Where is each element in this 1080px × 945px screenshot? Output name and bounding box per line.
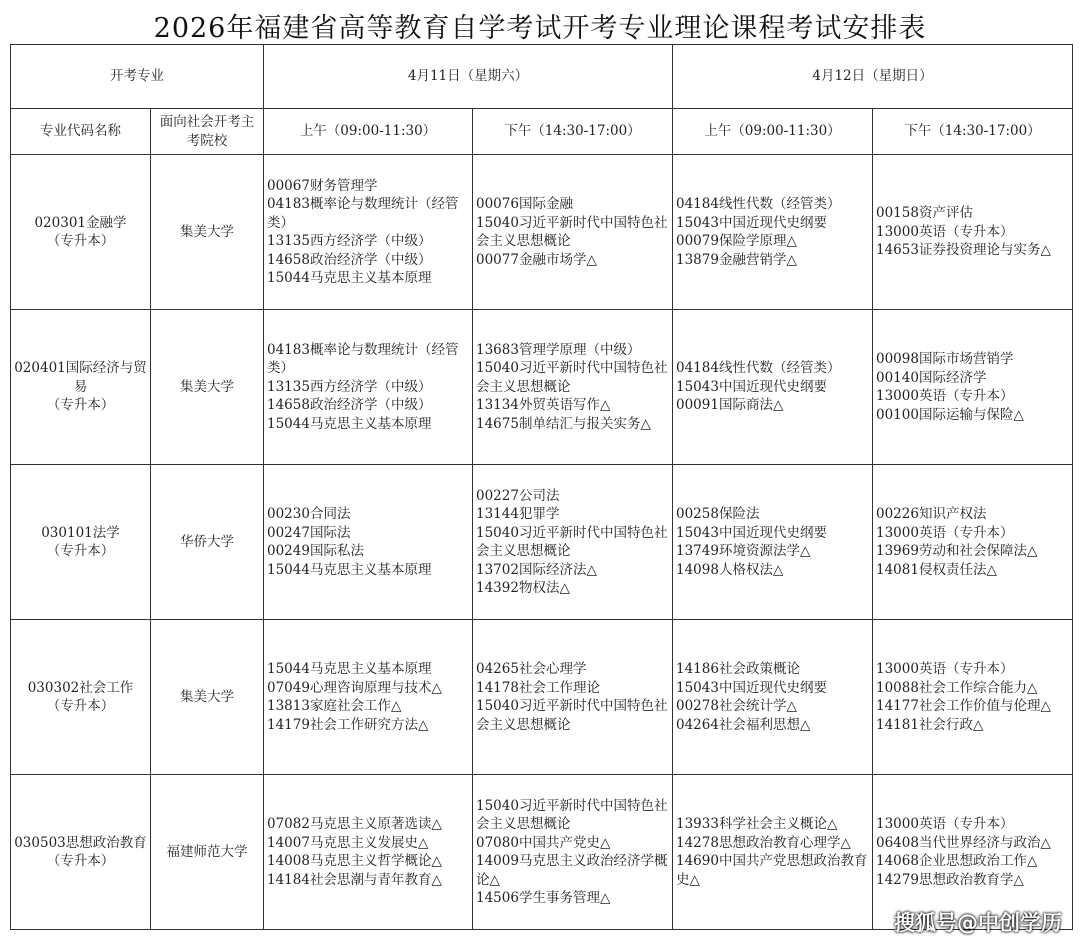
course-item: 15043中国近现代史纲要: [676, 378, 827, 395]
course-item: 15044马克思主义基本原理: [267, 561, 432, 578]
course-item: 14068企业思想政治工作△: [876, 853, 1038, 869]
course-item: 00079保险学原理△: [676, 233, 797, 249]
course-item: 00226知识产权法: [876, 506, 987, 522]
day1-am-cell: [264, 775, 473, 930]
day1-pm-cell: [473, 620, 673, 775]
course-item: 04183概率论与数理统计（经管类）: [267, 341, 459, 377]
course-item: 13135西方经济学（中级）: [267, 233, 432, 249]
major-cell: [11, 620, 151, 775]
cell-text: 030101法学: [41, 524, 120, 541]
course-item: 15043中国近现代史纲要: [676, 524, 827, 541]
day2-am-cell: [673, 155, 873, 310]
table-row: [11, 465, 1073, 620]
course-item: 15044马克思主义基本原理: [267, 661, 432, 677]
day1-pm-cell: [473, 310, 673, 465]
course-item: 00227公司法: [476, 487, 560, 504]
table-row: [11, 310, 1073, 465]
school-cell: [151, 775, 264, 930]
day2-am-cell: [673, 775, 873, 930]
course-item: 14178社会工作理论: [476, 679, 600, 696]
course-item: 06408当代世界经济与政治△: [876, 834, 1051, 851]
course-item: 13000英语（专升本）: [876, 223, 1014, 240]
course-item: 13933科学社会主义概论△: [676, 816, 838, 832]
course-item: 07082马克思主义原著选读△: [267, 816, 442, 832]
course-item: 00098国际市场营销学: [876, 351, 1014, 367]
course-item: 14179社会工作研究方法△: [267, 716, 429, 733]
course-item: 13144犯罪学: [476, 506, 560, 522]
day1-am-cell: [264, 310, 473, 465]
course-item: 00249国际私法: [267, 543, 364, 559]
course-item: 14653证券投资理论与实务△: [876, 242, 1051, 259]
course-item: 13000英语（专升本）: [876, 524, 1014, 541]
header-day2: 4月12日（星期日）: [673, 45, 1073, 109]
course-item: 04184线性代数（经管类）: [676, 196, 841, 212]
course-item: 07049心理咨询原理与技术△: [267, 679, 442, 696]
course-item: 14098人格权法△: [676, 561, 784, 578]
header-code-name: 专业代码名称: [11, 109, 151, 155]
cell-text: （专升本）: [46, 698, 115, 714]
course-item: 13134外贸英语写作△: [476, 397, 611, 414]
course-item: 15044马克思主义基本原理: [267, 270, 432, 286]
day1-pm-cell: [473, 155, 673, 310]
course-item: 07080中国共产党史△: [476, 834, 611, 851]
course-item: 04264社会福利思想△: [676, 716, 811, 733]
schedule-table: [10, 44, 1073, 930]
course-item: 14181社会行政△: [876, 716, 984, 733]
course-item: 14675制单结汇与报关实务△: [476, 415, 651, 432]
cell-text: 020401国际经济与贸易: [14, 360, 147, 395]
day2-pm-cell: [873, 155, 1073, 310]
header-day2-pm: 下午（14:30-17:00）: [873, 109, 1073, 155]
course-item: 15040习近平新时代中国特色社会主义思想概论: [476, 360, 668, 395]
course-item: 00278社会统计学△: [676, 698, 797, 714]
course-item: 14177社会工作价值与伦理△: [876, 698, 1051, 714]
course-item: 00077金融市场学△: [476, 251, 597, 268]
course-item: 00140国际经济学: [876, 369, 987, 386]
header-school: 面向社会开考主考院校: [151, 109, 264, 155]
course-item: 13683管理学原理（中级）: [476, 341, 641, 358]
school-cell: [151, 155, 264, 310]
header-day1-pm: 下午（14:30-17:00）: [473, 109, 673, 155]
major-cell: [11, 310, 151, 465]
major-cell: [11, 465, 151, 620]
course-item: 14506学生事务管理△: [476, 890, 611, 906]
header-day1: 4月11日（星期六）: [264, 45, 673, 109]
cell-text: （专升本）: [46, 233, 115, 249]
table-row: [11, 155, 1073, 310]
day1-am-cell: [264, 155, 473, 310]
day2-pm-cell: [873, 620, 1073, 775]
cell-text: 集美大学: [180, 688, 234, 705]
course-item: 15040习近平新时代中国特色社会主义思想概论: [476, 214, 668, 249]
course-item: 15040习近平新时代中国特色社会主义思想概论: [476, 698, 668, 733]
watermark: 搜狐号@中创学历: [894, 911, 1062, 935]
header-day1-am: 上午（09:00-11:30）: [264, 109, 473, 155]
school-cell: [151, 465, 264, 620]
cell-text: 集美大学: [180, 378, 234, 395]
course-item: 14186社会政策概论: [676, 661, 800, 677]
course-item: 04184线性代数（经管类）: [676, 360, 841, 377]
course-item: 14007马克思主义发展史△: [267, 834, 429, 851]
course-item: 10088社会工作综合能力△: [876, 679, 1038, 696]
cell-text: 020301金融学: [34, 214, 127, 231]
school-cell: [151, 310, 264, 465]
cell-text: （专升本）: [46, 397, 115, 414]
header-day2-am: 上午（09:00-11:30）: [673, 109, 873, 155]
course-item: 13000英语（专升本）: [876, 388, 1014, 404]
course-item: 15043中国近现代史纲要: [676, 679, 827, 696]
day2-am-cell: [673, 465, 873, 620]
course-item: 14658政治经济学（中级）: [267, 397, 432, 414]
day2-pm-cell: [873, 310, 1073, 465]
course-item: 00158资产评估: [876, 205, 973, 222]
course-item: 15043中国近现代史纲要: [676, 214, 827, 231]
cell-text: （专升本）: [46, 853, 115, 869]
course-item: 13969劳动和社会保障法△: [876, 543, 1038, 559]
course-item: 14278思想政治教育心理学△: [676, 834, 851, 851]
course-item: 13135西方经济学（中级）: [267, 378, 432, 395]
day1-pm-cell: [473, 775, 673, 930]
course-item: 00076国际金融: [476, 196, 573, 212]
course-item: 13000英语（专升本）: [876, 816, 1014, 832]
course-item: 15040习近平新时代中国特色社会主义思想概论: [476, 797, 668, 832]
header-major: 开考专业: [11, 45, 264, 109]
course-item: 14690中国共产党思想政治教育史△: [676, 853, 868, 888]
course-item: 14184社会思潮与青年教育△: [267, 871, 442, 888]
course-item: 13000英语（专升本）: [876, 661, 1014, 677]
course-item: 13879金融营销学△: [676, 251, 797, 268]
major-cell: [11, 775, 151, 930]
course-item: 00258保险法: [676, 506, 760, 522]
day2-pm-cell: [873, 465, 1073, 620]
cell-text: 030503思想政治教育: [14, 834, 147, 851]
course-item: 14009马克思主义政治经济学概论△: [476, 853, 668, 888]
school-cell: [151, 620, 264, 775]
course-item: 00091国际商法△: [676, 397, 784, 414]
cell-text: 集美大学: [180, 223, 234, 240]
cell-text: 030302社会工作: [27, 679, 134, 696]
course-item: 15044马克思主义基本原理: [267, 415, 432, 432]
cell-text: 福建师范大学: [166, 843, 248, 860]
page-title: 2026年福建省高等教育自学考试开考专业理论课程考试安排表: [153, 13, 927, 44]
course-item: 15040习近平新时代中国特色社会主义思想概论: [476, 524, 668, 559]
course-item: 00230合同法: [267, 506, 351, 522]
course-item: 00100国际运输与保险△: [876, 406, 1024, 423]
day1-am-cell: [264, 620, 473, 775]
course-item: 14658政治经济学（中级）: [267, 251, 432, 268]
course-item: 00247国际法: [267, 524, 351, 541]
course-item: 14008马克思主义哲学概论△: [267, 853, 442, 869]
table-row: [11, 620, 1073, 775]
day1-am-cell: [264, 465, 473, 620]
cell-text: 华侨大学: [180, 533, 234, 550]
day2-am-cell: [673, 310, 873, 465]
major-cell: [11, 155, 151, 310]
day2-am-cell: [673, 620, 873, 775]
cell-text: （专升本）: [46, 543, 115, 559]
course-item: 13749环境资源法学△: [676, 543, 811, 559]
course-item: 14081侵权责任法△: [876, 561, 997, 578]
course-item: 14392物权法△: [476, 580, 570, 596]
course-item: 04183概率论与数理统计（经管类）: [267, 196, 459, 231]
course-item: 13702国际经济法△: [476, 561, 597, 578]
course-item: 14279思想政治教育学△: [876, 871, 1024, 888]
course-item: 13813家庭社会工作△: [267, 698, 402, 714]
day1-pm-cell: [473, 465, 673, 620]
course-item: 04265社会心理学: [476, 661, 587, 677]
course-item: 00067财务管理学: [267, 177, 378, 194]
